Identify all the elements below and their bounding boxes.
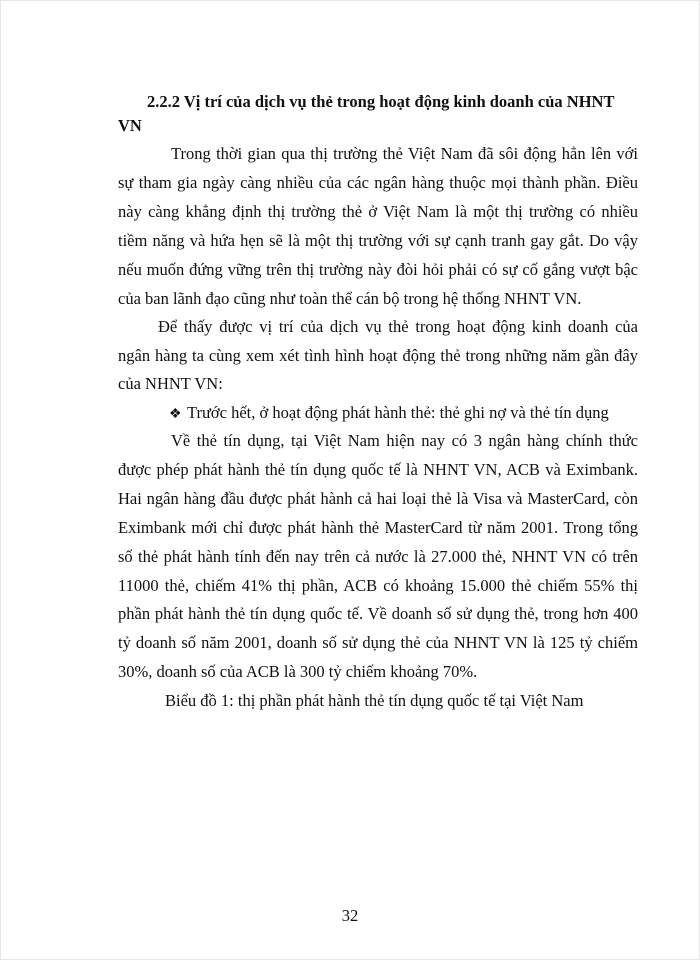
paragraph1-line: này càng khẳng định thị trường thẻ ở Việt Nam là một thị trường có nhiều	[118, 202, 638, 221]
paragraph3-line: số thẻ phát hành tính đến nay trên cả nước là 27.000 thẻ, NHNT VN có trên	[118, 547, 638, 566]
page-number: 32	[341, 906, 359, 925]
paragraph1-line: của ban lãnh đạo cũng như toàn thể cán bộ trong hệ thống NHNT VN.	[118, 289, 582, 308]
paragraph3-line: phần phát hành thẻ tín dụng quốc tế. Về doanh số sử dụng thẻ, trong hơn 400	[118, 604, 638, 623]
bullet-item	[169, 403, 639, 425]
section-heading-line2: VN	[118, 116, 142, 135]
figure-caption: Biểu đồ 1: thị phần phát hành thẻ tín dụng quốc tế tại Việt Nam	[165, 691, 584, 710]
paragraph1-line: sự tham gia ngày càng nhiều của các ngân hàng thuộc mọi thành phần. Điều	[118, 173, 638, 192]
paragraph2-line: ngân hàng ta cùng xem xét tình hình hoạt động thẻ trong những năm gần đây	[118, 346, 638, 365]
paragraph3-line: Về thẻ tín dụng, tại Việt Nam hiện nay có 3 ngân hàng chính thức	[171, 431, 638, 450]
paragraph3-line: Hai ngân hàng đầu được phát hành cả hai loại thẻ là Visa và MasterCard, còn	[118, 489, 638, 508]
paragraph1-line: Trong thời gian qua thị trường thẻ Việt Nam đã sôi động hẳn lên với	[171, 144, 638, 163]
paragraph3-line: Eximbank mới chỉ được phát hành thẻ MasterCard từ năm 2001. Trong tổng	[118, 518, 638, 537]
paragraph2-line: của NHNT VN:	[118, 374, 223, 393]
paragraph3-line: tỷ doanh số năm 2001, doanh số sử dụng thẻ của NHNT VN là 125 tỷ chiếm	[118, 633, 638, 652]
paragraph1-line: nếu muốn đứng vững trên thị trường này đòi hỏi phải có sự cố gắng vượt bậc	[118, 260, 638, 279]
bullet-text: Trước hết, ở hoạt động phát hành thẻ: thẻ ghi nợ và thẻ tín dụng	[187, 403, 609, 422]
paragraph2-line: Để thấy được vị trí của dịch vụ thẻ trong hoạt động kinh doanh của	[158, 317, 638, 336]
paragraph3-line: được phép phát hành thẻ tín dụng quốc tế là NHNT VN, ACB và Eximbank.	[118, 460, 638, 479]
diamond-bullet-icon: ❖	[169, 407, 182, 422]
paragraph3-line: 30%, doanh số của ACB là 300 tỷ chiếm khoảng 70%.	[118, 662, 478, 681]
paragraph1-line: tiềm năng và hứa hẹn sẽ là một thị trường với sự cạnh tranh gay gắt. Do vậy	[118, 231, 638, 250]
paragraph3-line: 11000 thẻ, chiếm 41% thị phần, ACB có khoảng 15.000 thẻ chiếm 55% thị	[118, 576, 638, 595]
section-heading-line1: 2.2.2 Vị trí của dịch vụ thẻ trong hoạt động kinh doanh của NHNT	[147, 92, 615, 111]
